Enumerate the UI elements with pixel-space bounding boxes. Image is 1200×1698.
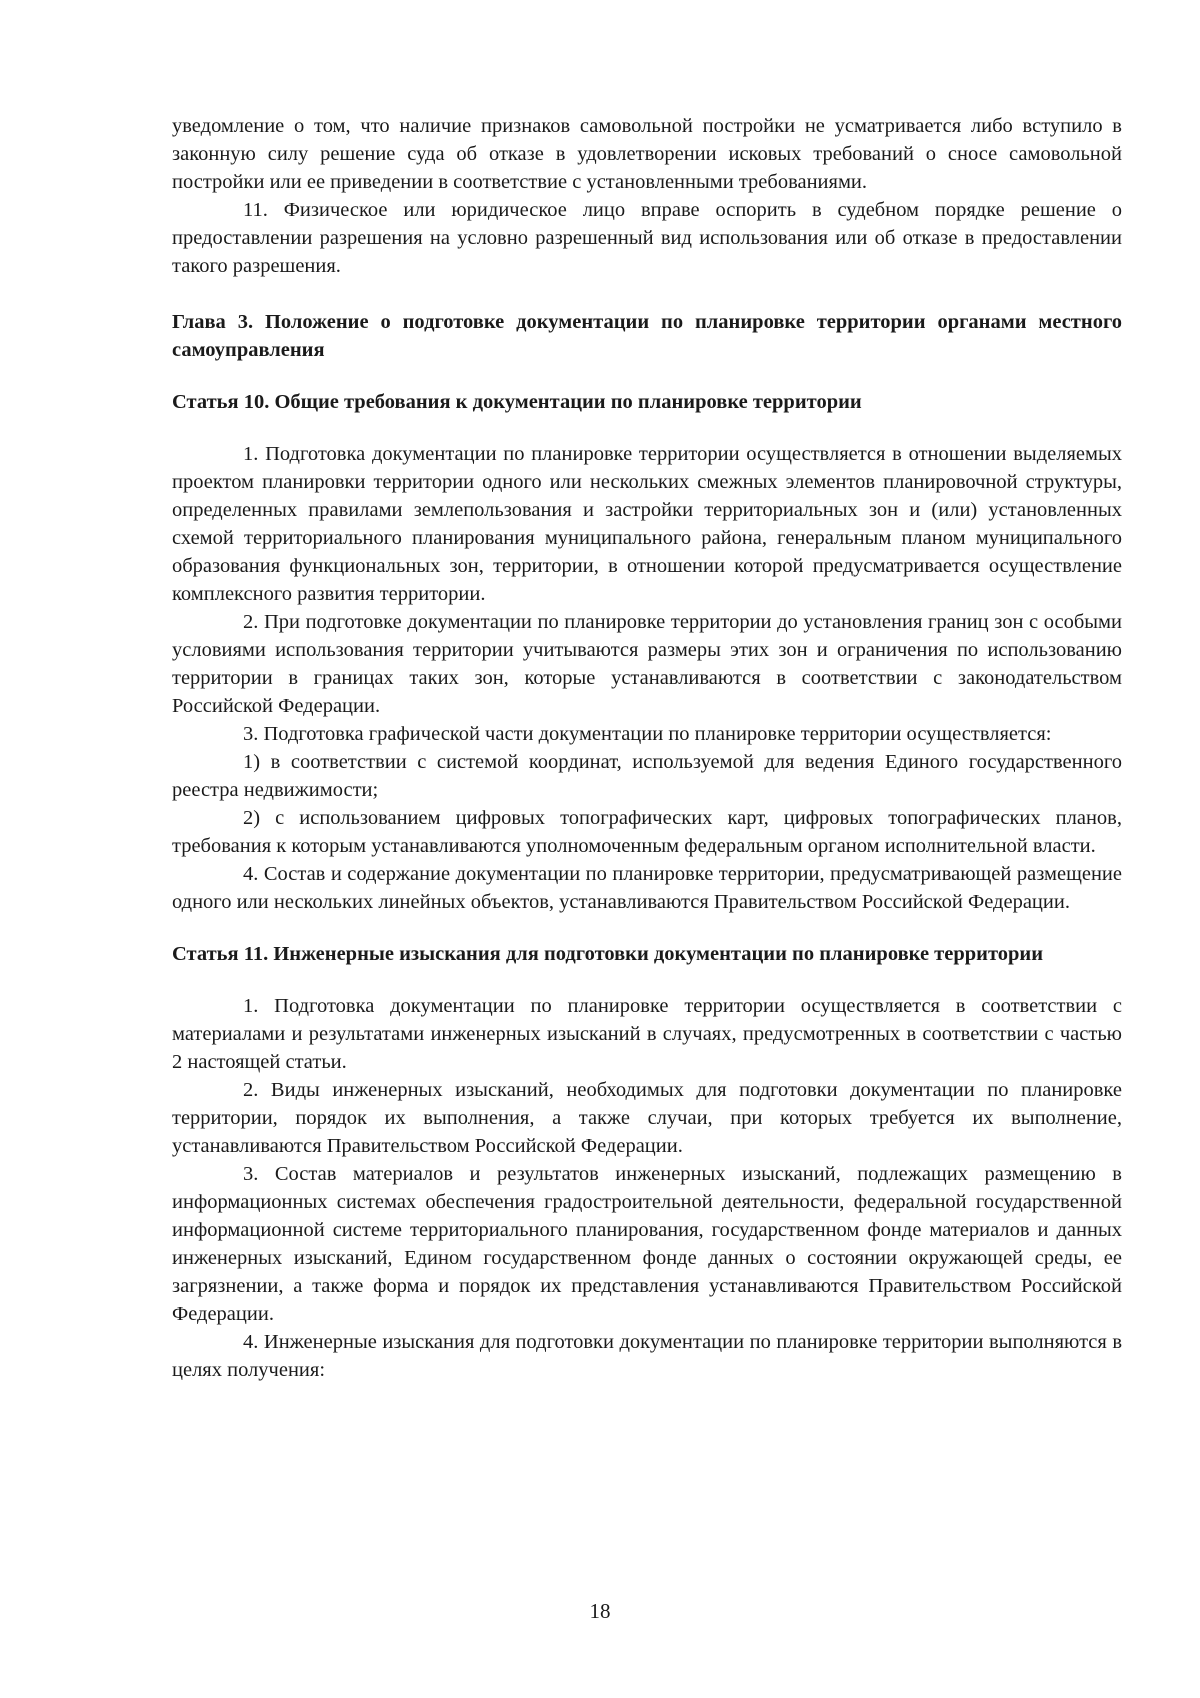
paragraph-continuation: уведомление о том, что наличие признаков самовольной постройки не усматривается либо вступило в законную силу решение суда об отказе в удовлетворении исковых требований о сносе самовольной постройки или ее приведении в соответствие с установленными требованиями. [172,115,1122,193]
article-10-subitem-2: 2) с использованием цифровых топографических карт, цифровых топографических планов, требования к которым устанавливаются уполномоченным федеральным органом исполнительной власти. [172,807,1122,857]
document-page [172,112,1122,1384]
article-10-item-2: 2. При подготовке документации по планировке территории до установления границ зон с особыми условиями использования территории учитываются размеры этих зон и ограничения по использованию территории в границах таких зон, которые устанавливаются в соответствии с законодательством Российской Федерации. [172,611,1122,717]
article-11-item-3: 3. Состав материалов и результатов инженерных изысканий, подлежащих размещению в информационных системах обеспечения градостроительной деятельности, федеральной государственной информационной системе территориального планирования, государственном фонде материалов и данных инженерных изысканий, Едином государственном фонде данных о состоянии окружающей среды, ее загрязнении, а также форма и порядок их представления устанавливаются Правительством Российской Федерации. [172,1163,1122,1325]
article-10-subitem-1: 1) в соответствии с системой координат, используемой для ведения Единого государственного реестра недвижимости; [172,751,1122,801]
article-10-item-1: 1. Подготовка документации по планировке территории осуществляется в отношении выделяемых проектом планировки территории одного или нескольких смежных элементов планировочной структуры, определенных правилами землепользования и застройки территориальных зон и (или) установленных схемой территориального планирования муниципального района, генеральным планом муниципального образования функциональных зон, территории, в отношении которой предусматривается осуществление комплексного развития территории. [172,443,1122,605]
article-11-item-4: 4. Инженерные изыскания для подготовки документации по планировке территории выполняются в целях получения: [172,1331,1122,1381]
article-10-heading: Статья 10. Общие требования к документации по планировке территории [172,391,862,413]
paragraph-item-11: 11. Физическое или юридическое лицо вправе оспорить в судебном порядке решение о предоставлении разрешения на условно разрешенный вид использования или об отказе в предоставлении такого разрешения. [172,199,1122,277]
chapter-3-heading: Глава 3. Положение о подготовке документации по планировке территории органами местного самоуправления [172,311,1122,361]
page-number: 18 [589,1599,611,1623]
article-10-item-4: 4. Состав и содержание документации по планировке территории, предусматривающей размещение одного или нескольких линейных объектов, устанавливаются Правительством Российской Федерации. [172,863,1122,913]
article-11-heading: Статья 11. Инженерные изыскания для подготовки документации по планировке территории [172,943,1044,965]
article-11-item-2: 2. Виды инженерных изысканий, необходимых для подготовки документации по планировке территории, порядок их выполнения, а также случаи, при которых требуется их выполнение, устанавливаются Правительством Российской Федерации. [172,1079,1122,1157]
article-11-item-1: 1. Подготовка документации по планировке территории осуществляется в соответствии с материалами и результатами инженерных изысканий в случаях, предусмотренных в соответствии с частью 2 настоящей статьи. [172,995,1122,1073]
article-10-item-3: 3. Подготовка графической части документации по планировке территории осуществляется: [243,723,1052,745]
